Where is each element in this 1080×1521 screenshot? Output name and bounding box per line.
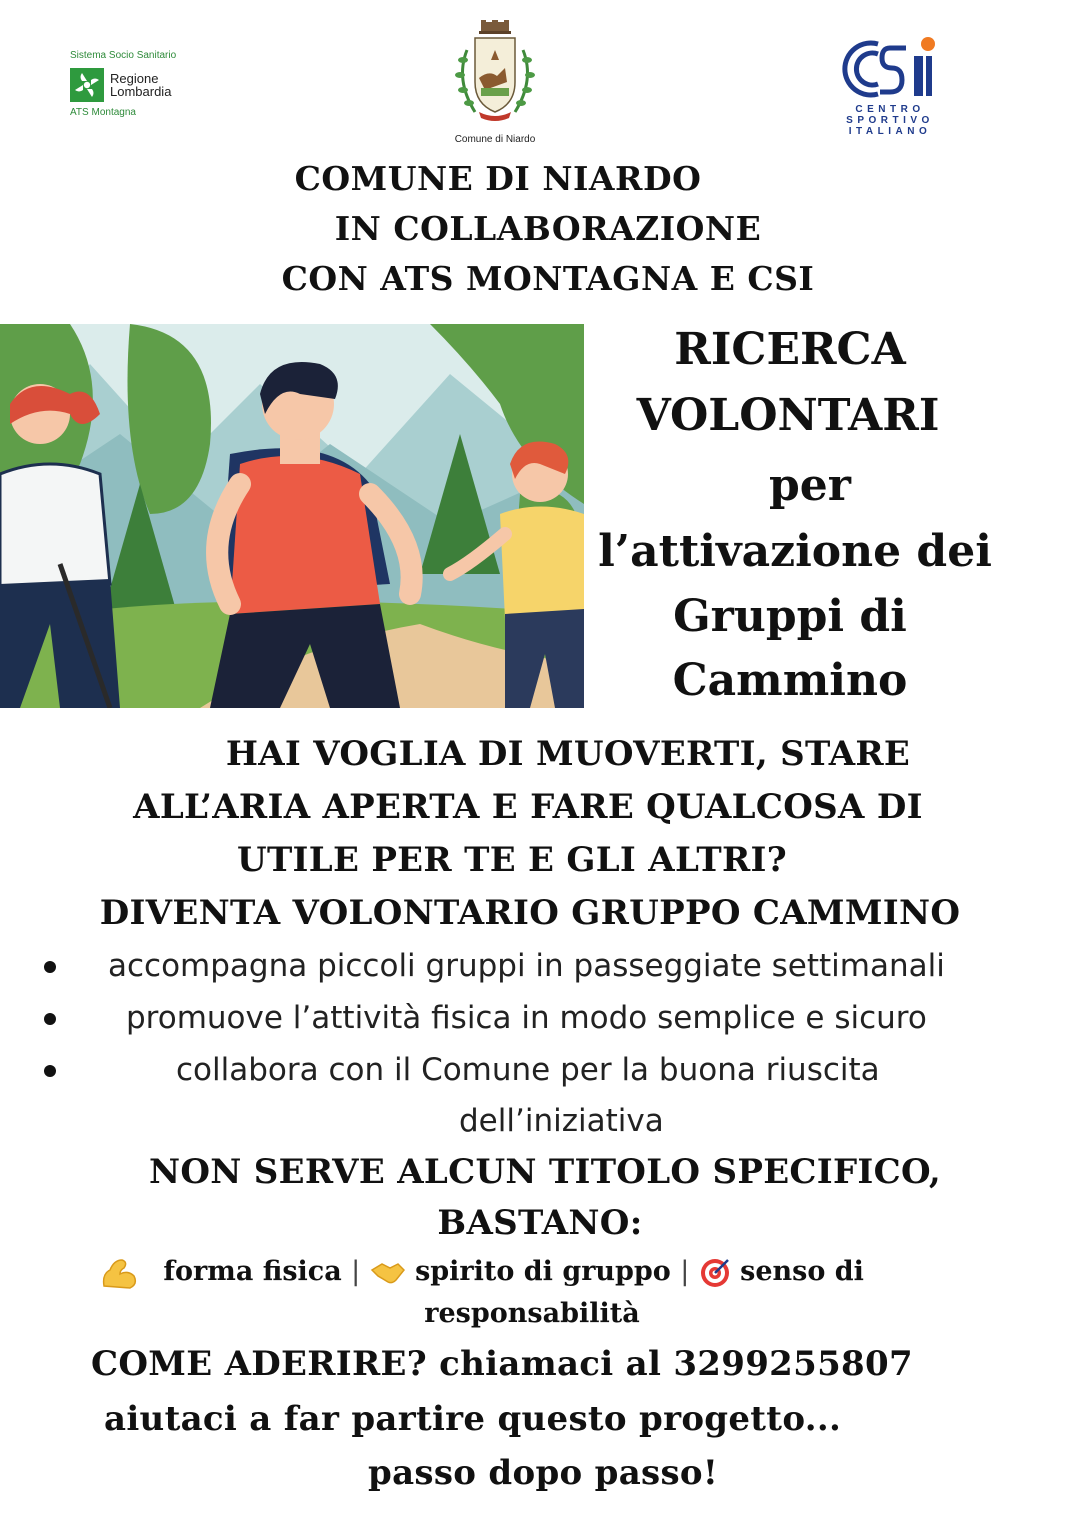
cta-line3: passo dopo passo!: [368, 1453, 719, 1493]
duty-3-continued: dell’iniziativa: [459, 1103, 664, 1139]
csi-line1: CENTRO: [855, 104, 925, 115]
hikers-illustration: [0, 324, 584, 708]
handshake-icon: [370, 1258, 406, 1288]
csi-logo: [838, 36, 942, 142]
intro-block: [0, 728, 1080, 940]
quality-separator: |: [680, 1256, 690, 1287]
intro-line2: ALL’ARIA APERTA E FARE QUALCOSA DI: [133, 787, 923, 827]
bullet-dot: [44, 961, 56, 973]
comune-niardo-crest: [445, 20, 545, 148]
bullet-dot: [44, 1065, 56, 1077]
title-line1: RICERCA: [674, 324, 906, 375]
header-line3: CON ATS MONTAGNA E CSI: [281, 259, 815, 298]
comune-caption: Comune di Niardo: [454, 134, 536, 145]
header-line2: IN COLLABORAZIONE: [334, 209, 762, 248]
regione-top-line: Sistema Socio Sanitario: [70, 50, 177, 61]
quality-3-label: senso di: [740, 1256, 864, 1287]
title-line4: l’attivazione dei: [598, 526, 992, 577]
intro-line1: HAI VOGLIA DI MUOVERTI, STARE: [225, 734, 911, 774]
quality-separator: |: [351, 1256, 361, 1287]
recruiting-title-block: [585, 320, 1005, 712]
csi-monogram-icon: [838, 36, 942, 102]
regione-name-line2: Lombardia: [110, 84, 172, 99]
duty-1: accompagna piccoli gruppi in passeggiate settimanali: [108, 948, 945, 984]
requirements-block: [0, 1146, 1080, 1248]
qualities-row: [100, 1252, 864, 1292]
csi-line2: SPORTIVO: [846, 115, 934, 126]
cta-line2: aiutaci a far partire questo progetto...: [104, 1399, 842, 1439]
regione-lombardia-logo: [70, 50, 210, 125]
quality-3-continued: responsabilità: [424, 1298, 640, 1329]
title-line2: VOLONTARI: [636, 390, 940, 441]
csi-line3: ITALIANO: [848, 126, 932, 137]
title-line3: per: [769, 460, 851, 511]
intro-line3: UTILE PER TE E GLI ALTRI?: [237, 840, 787, 880]
target-icon: [699, 1257, 731, 1289]
regione-name-line1: Regione: [110, 71, 159, 86]
flexed-biceps-icon: [100, 1256, 140, 1290]
family-hiking-image: [0, 324, 584, 708]
requirements-line2: BASTANO:: [437, 1203, 643, 1243]
intro-line4: DIVENTA VOLONTARIO GRUPPO CAMMINO: [99, 893, 961, 933]
duty-2: promuove l’attività fisica in modo semplice e sicuro: [126, 1000, 927, 1036]
requirements-line1: NON SERVE ALCUN TITOLO SPECIFICO,: [148, 1152, 942, 1192]
title-line6: Cammino: [672, 655, 908, 706]
duty-3: collabora con il Comune per la buona riuscita: [176, 1052, 880, 1088]
coat-of-arms-icon: [445, 20, 545, 132]
title-line5: Gruppi di: [673, 591, 907, 642]
cta-line1: COME ADERIRE? chiamaci al 3299255807: [91, 1344, 913, 1384]
regione-lombardia-icon: [70, 68, 104, 102]
bullet-dot: [44, 1013, 56, 1025]
regione-bottom-line: ATS Montagna: [70, 107, 136, 118]
header-line1: COMUNE DI NIARDO: [294, 159, 702, 198]
quality-1-label: forma fisica: [163, 1256, 342, 1287]
quality-2-label: spirito di gruppo: [415, 1256, 671, 1287]
header-block: [0, 154, 1080, 304]
